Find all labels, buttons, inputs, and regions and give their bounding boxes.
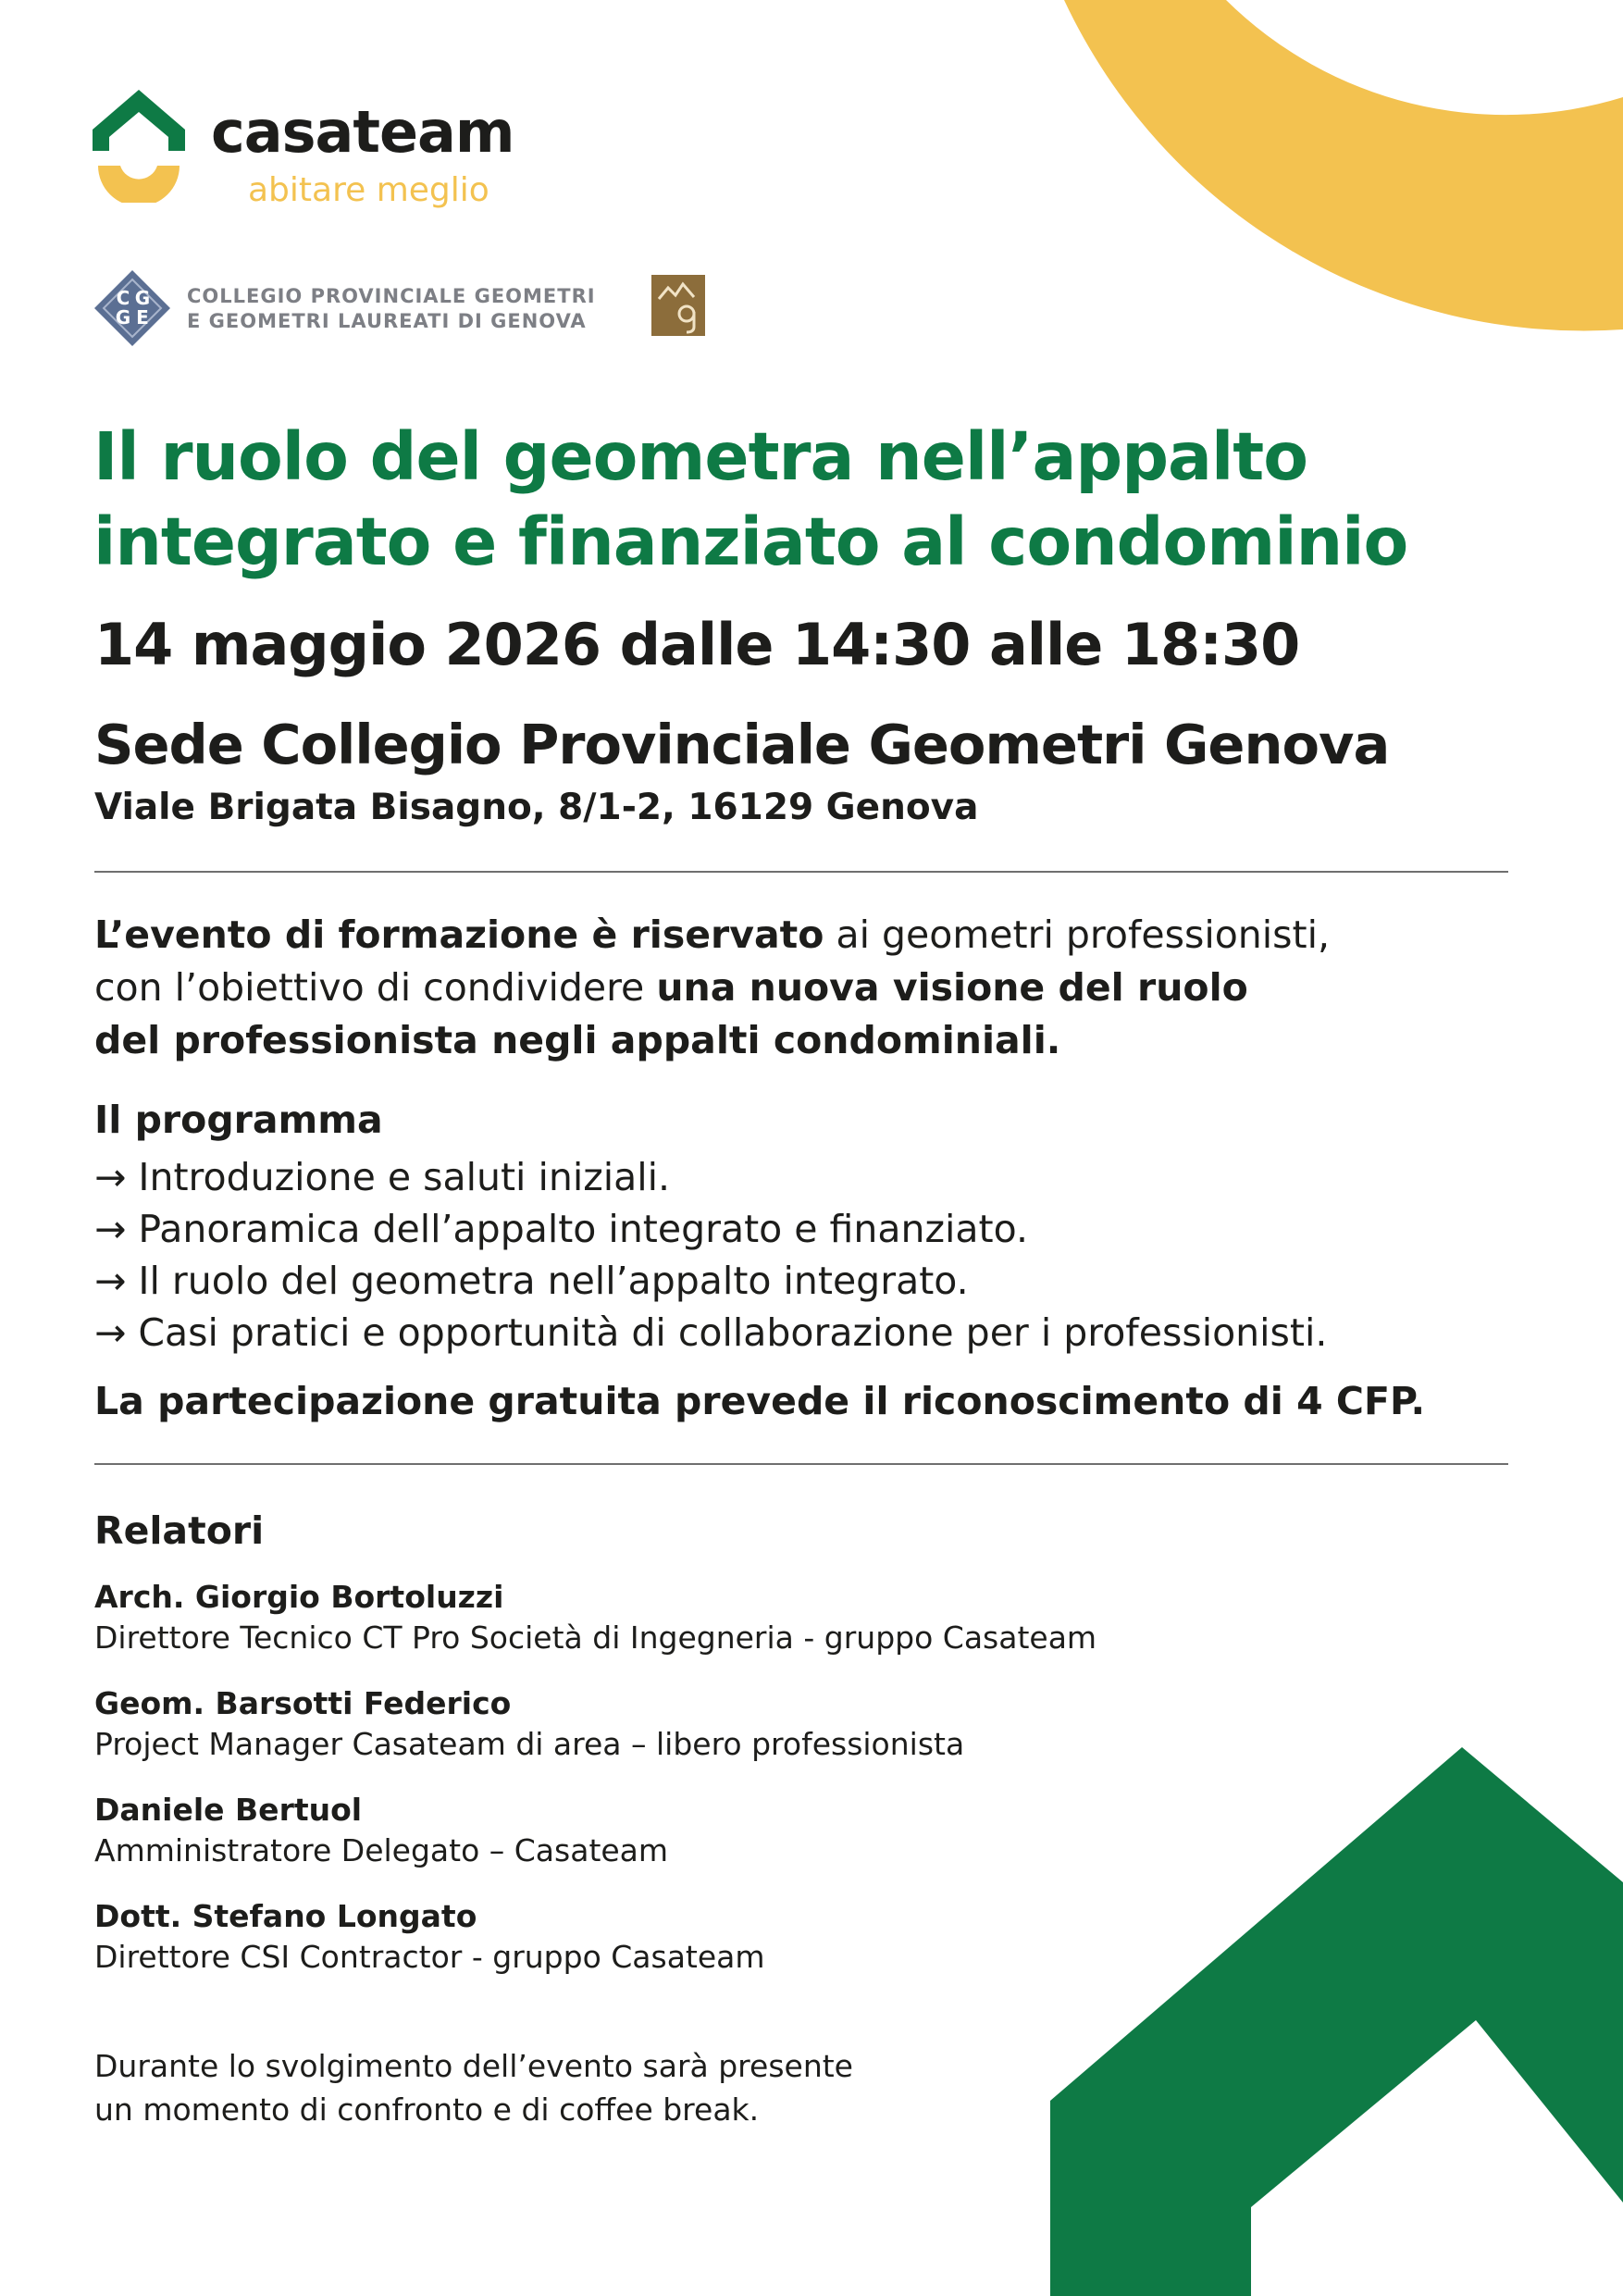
speaker-name: Geom. Barsotti Federico <box>94 1685 512 1721</box>
programma-list <box>94 1151 1327 1359</box>
event-title <box>93 415 1555 585</box>
speaker-name: Dott. Stefano Longato <box>94 1898 477 1934</box>
relatori-title: Relatori <box>94 1508 265 1553</box>
intro-bold: del professionista negli appalti condominiali. <box>94 1018 1061 1062</box>
intro-bold: L’evento di formazione è riservato <box>94 912 824 957</box>
event-title-line2: integrato e finanziato al condominio <box>93 503 1408 580</box>
casateam-logo-icon <box>93 86 186 203</box>
logo-letter: G <box>134 287 151 309</box>
brand-name: casateam <box>211 98 514 166</box>
speaker-card <box>94 1683 1251 1765</box>
intro-paragraph <box>94 909 1330 1067</box>
divider <box>94 871 1508 873</box>
collegio-line1: COLLEGIO PROVINCIALE GEOMETRI <box>187 285 596 307</box>
cfp-note: La partecipazione gratuita prevede il riconoscimento di 4 CFP. <box>94 1379 1426 1423</box>
programma-item: → Introduzione e saluti iniziali. <box>94 1155 671 1199</box>
divider <box>94 1463 1508 1465</box>
brand-tagline: abitare meglio <box>248 171 489 209</box>
footer-line2: un momento di confronto e di coffee break. <box>94 2091 760 2128</box>
speaker-role: Direttore CSI Contractor - gruppo Casateam <box>94 1939 765 1975</box>
logo-letter: C <box>116 287 130 309</box>
event-address: Viale Brigata Bisagno, 8/1-2, 16129 Genova <box>94 787 979 828</box>
programma-item: → Il ruolo del geometra nell’appalto integrato. <box>94 1259 969 1303</box>
logo-letter: G <box>115 306 131 329</box>
event-venue: Sede Collegio Provinciale Geometri Genova <box>94 713 1390 776</box>
collegio-emblem-icon <box>651 275 705 336</box>
event-date: 14 maggio 2026 dalle 14:30 alle 18:30 <box>94 611 1300 678</box>
logo-letter: E <box>136 306 149 329</box>
intro-bold: una nuova visione del ruolo <box>656 965 1248 1010</box>
speaker-card <box>94 1577 1251 1658</box>
programma-title: Il programma <box>94 1098 383 1142</box>
collegio-name <box>187 284 596 334</box>
yellow-arc-decoration <box>1064 0 1623 330</box>
collegio-line2: E GEOMETRI LAUREATI DI GENOVA <box>187 310 587 332</box>
speaker-role: Amministratore Delegato – Casateam <box>94 1832 669 1868</box>
intro-text: ai geometri professionisti, <box>824 912 1331 957</box>
collegio-logo-icon <box>93 268 172 348</box>
footer-note <box>94 2044 853 2131</box>
speaker-role: Direttore Tecnico CT Pro Società di Ingegneria - gruppo Casateam <box>94 1620 1097 1656</box>
speaker-name: Arch. Giorgio Bortoluzzi <box>94 1579 504 1615</box>
speaker-name: Daniele Bertuol <box>94 1792 363 1828</box>
event-title-line1: Il ruolo del geometra nell’appalto <box>93 418 1308 495</box>
speaker-role: Project Manager Casateam di area – libero professionista <box>94 1726 965 1762</box>
footer-line1: Durante lo svolgimento dell’evento sarà presente <box>94 2048 853 2084</box>
intro-text: con l’obiettivo di condividere <box>94 965 657 1010</box>
speaker-card <box>94 1896 1251 1978</box>
programma-item: → Casi pratici e opportunità di collaborazione per i professionisti. <box>94 1310 1328 1355</box>
programma-item: → Panoramica dell’appalto integrato e finanziato. <box>94 1207 1028 1251</box>
speaker-card <box>94 1790 1251 1871</box>
